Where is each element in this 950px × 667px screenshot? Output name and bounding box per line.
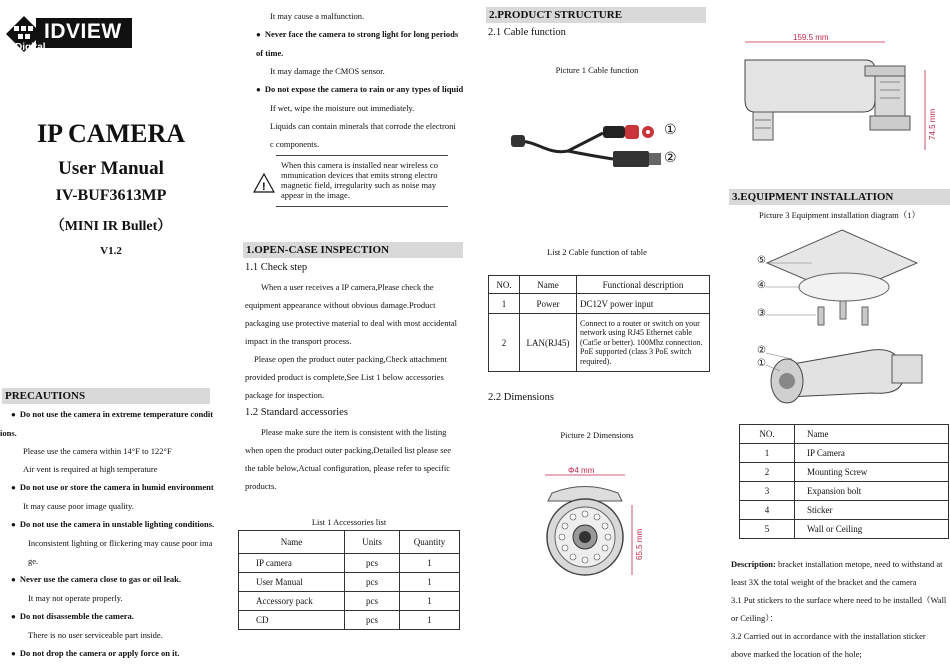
text-line: Liquids can contain minerals that corrode the electroni [270,121,456,131]
table-cell: Power [520,294,577,314]
list2-caption: List 2 Cable function of table [547,247,647,257]
precautions-heading: PRECAUTIONS [2,388,210,404]
cable-illustration [508,115,708,185]
bullet-item: ● Do not expose the camera to rain or any types of liquid [256,80,468,99]
pic2-caption: Picture 2 Dimensions [560,430,634,440]
text-line: 3.1 Put stickers to the surface where need to be installed（Wall [731,595,947,605]
text-line: or Ceiling）： [731,613,778,623]
dimensions-side-illustration [735,30,950,160]
table-cell: pcs [345,592,400,611]
precaution-item: ● Do not use or store the camera in humid environment [11,478,223,497]
text-line: If wet, wipe the moisture out immediately. [270,103,415,113]
table-cell: User Manual [239,573,345,592]
logo-brand: IDVIEW [44,20,122,43]
table-cell: 1 [489,294,520,314]
table-cell: Expansion bolt [795,482,949,501]
cover-title: IP CAMERA [36,119,186,148]
table-cell: IP Camera [795,444,949,463]
table-cell: Connect to a router or switch on your network using RJ45 Ethernet cable (Cat5e or better). 100Mhz connection. PoE supported (class 3 PoE switch required). [577,314,710,372]
pic3-mark-2: ② [757,345,766,356]
text-line: least 3X the total weight of the bracket and the camera [731,577,917,587]
description-label: Description: [731,559,776,569]
section1-heading: 1.OPEN-CASE INSPECTION [243,242,463,258]
table-header: Functional description [577,276,710,294]
cover-variant: （MINI IR Bullet） [50,219,172,234]
table-row [489,294,710,314]
installation-parts-table [739,424,949,539]
table-cell: 3 [740,482,795,501]
table-cell: 2 [489,314,520,372]
table-row [740,444,949,463]
table-cell: 1 [400,592,460,611]
s11-heading: 1.1 Check step [245,262,308,273]
precaution-line: It may not operate properly. [28,593,123,603]
description-text: bracket installation metope, need to withstand at [775,559,943,569]
table-cell: 2 [740,463,795,482]
precaution-item: ● Never use the camera close to gas or oil leak. [11,570,223,589]
text-line: Please open the product outer packing,Check attachment [254,354,447,364]
precaution-item: ● Do not use the camera in extreme temperature condit [11,405,223,424]
text-line: package for inspection. [245,390,325,400]
bullet-item: ● Never face the camera to strong light for long periods [256,25,468,44]
table-cell: pcs [345,573,400,592]
cover-subtitle: User Manual [58,158,164,179]
table-cell: Accessory pack [239,592,345,611]
table-cell: 1 [400,573,460,592]
table-row [740,482,949,501]
text-line: When a user receives a IP camera,Please check the [261,282,434,292]
table-cell: 1 [400,554,460,573]
table-cell: DC12V power input [577,294,710,314]
text-line: It may damage the CMOS sensor. [270,66,385,76]
text-line: the table below,Actual configuration, please refer to specific [245,463,451,473]
precaution-item: ● Do not use the camera in unstable lighting conditions. [11,515,223,534]
pic1-caption: Picture 1 Cable function [555,65,639,75]
table-header: Name [795,425,949,444]
accessories-table [238,530,460,630]
precaution-line: It may cause poor image quality. [23,501,134,511]
warning-symbol: ! [262,181,266,193]
dim-height: 65.5 mm [635,528,644,560]
pic3-caption: Picture 3 Equipment installation diagram（1） [759,210,920,220]
warning-text: When this camera is installed near wireless co mmunication devices that emits strong electro magnetic field, irregularity such as noise may appear in the image. [281,160,438,200]
table-row [740,463,949,482]
precaution-line: ge. [28,556,39,566]
table-cell: LAN(RJ45) [520,314,577,372]
table-header: Units [345,531,400,554]
table-row [489,314,710,372]
table-cell: Wall or Ceiling [795,520,949,539]
precaution-item: ● Do not drop the camera or apply force on it. [11,644,223,663]
pic1-mark-2: ② [664,151,677,166]
text-line: when open the product outer packing,Detailed list please see [245,445,452,455]
table-cell: pcs [345,554,400,573]
table-cell: pcs [345,611,400,630]
pic1-mark-1: ① [664,123,677,138]
table-cell: 5 [740,520,795,539]
cable-function-table [488,275,710,372]
s12-heading: 1.2 Standard accessories [245,407,348,418]
list1-caption: List 1 Accessories list [311,517,387,527]
pic3-mark-5: ⑤ [757,255,766,266]
table-row [239,573,460,592]
precaution-line: Please use the camera within 14°F to 122°F [23,446,172,456]
table-header: NO. [740,425,795,444]
s11-body [245,278,467,404]
table-header: Name [520,276,577,294]
bullet-cont: of time. [256,48,284,58]
dimensions-front-illustration [530,465,660,595]
section2-heading: 2.PRODUCT STRUCTURE [486,7,706,23]
cover-model: IV-BUF3613MP [55,187,167,204]
dim-length: 159.5 mm [793,33,829,42]
text-line: 3.2 Carried out in accordance with the installation sticker [731,631,926,641]
text-line: It may cause a malfunction. [270,11,365,21]
pic3-mark-1: ① [757,358,766,369]
table-cell: 1 [740,444,795,463]
table-row [239,611,460,630]
table-cell: Sticker [795,501,949,520]
cover-version: V1.2 [100,245,122,257]
section3-heading: 3.EQUIPMENT INSTALLATION [729,189,950,205]
table-row [740,501,949,520]
precaution-cont: ions. [0,428,17,438]
table-header: Name [239,531,345,554]
table-cell: Mounting Screw [795,463,949,482]
installation-diagram [752,225,947,415]
text-line: impact in the transport process. [245,336,352,346]
table-row [239,592,460,611]
logo-sub: Digital [15,42,46,53]
precaution-line: Air vent is required at high temperature [23,464,158,474]
text-line: products. [245,481,277,491]
table-row [239,554,460,573]
text-line: Please make sure the item is consistent with the listing [261,427,447,437]
description-first-line [731,555,950,573]
table-cell: CD [239,611,345,630]
dim-side: 74.5 mm [928,108,937,140]
col2-top [256,7,468,153]
s22-heading: 2.2 Dimensions [488,392,554,403]
warning-icon [253,173,275,193]
table-header: Quantity [400,531,460,554]
precaution-item: ● Do not disassemble the camera. [11,607,223,626]
logo [6,14,134,54]
precaution-line: Inconsistent lighting or flickering may cause poor ima [28,538,213,548]
table-row [740,520,949,539]
dim-width: Φ4 mm [568,466,595,475]
table-cell: 4 [740,501,795,520]
text-line: above marked the location of the hole; [731,649,862,659]
precautions-list [0,405,223,663]
table-cell: 1 [400,611,460,630]
pic3-mark-4: ④ [757,280,766,291]
text-line: packaging use protective material to deal with most accidental [245,318,457,328]
description [731,555,950,663]
text-line: provided product is complete,See List 1 below accessories [245,372,444,382]
s21-heading: 2.1 Cable function [488,27,566,38]
table-cell: IP camera [239,554,345,573]
precaution-line: There is no user serviceable part inside. [28,630,163,640]
s12-body [245,423,467,495]
text-line: equipment appearance without obvious damage.Product [245,300,436,310]
pic3-mark-3: ③ [757,308,766,319]
table-header: NO. [489,276,520,294]
text-line: c components. [270,139,320,149]
